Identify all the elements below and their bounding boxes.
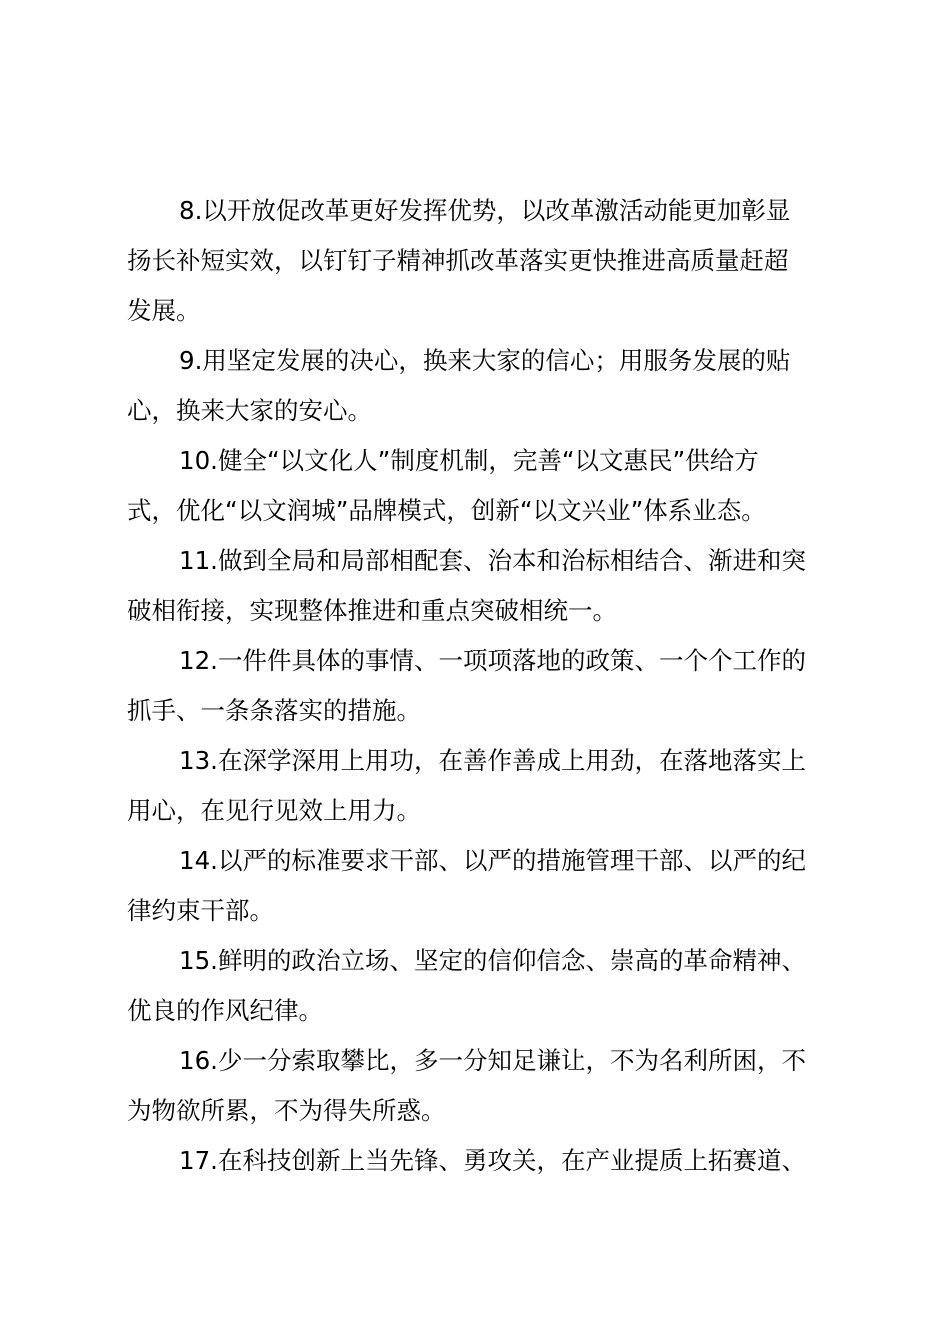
paragraph-15 (127, 936, 832, 1036)
paragraph-line: 抓手、一条条落实的措施。 (127, 696, 421, 725)
paragraph-line: 10.健全“以文化人”制度机制，完善“以文惠民”供给方 (179, 446, 759, 475)
paragraph-12 (127, 636, 832, 736)
paragraph-line: 16.少一分索取攀比，多一分知足谦让，不为名利所困，不 (179, 1046, 806, 1075)
paragraph-line: 9.用坚定发展的决心，换来大家的信心；用服务发展的贴 (179, 346, 791, 375)
paragraph-line: 律约束干部。 (127, 896, 274, 925)
paragraph-line: 15.鲜明的政治立场、坚定的信仰信念、崇高的革命精神、 (179, 946, 806, 975)
paragraph-17 (127, 1136, 832, 1186)
paragraph-16 (127, 1036, 832, 1136)
paragraph-line: 发展。 (127, 296, 201, 325)
document-body (127, 186, 832, 1186)
paragraph-line: 17.在科技创新上当先锋、勇攻关，在产业提质上拓赛道、 (179, 1146, 806, 1175)
paragraph-9 (127, 336, 832, 436)
paragraph-line: 14.以严的标准要求干部、以严的措施管理干部、以严的纪 (179, 846, 806, 875)
paragraph-line: 为物欲所累，不为得失所惑。 (127, 1096, 446, 1125)
paragraph-line: 心，换来大家的安心。 (127, 396, 372, 425)
paragraph-8 (127, 186, 832, 336)
paragraph-line: 扬长补短实效，以钉钉子精神抓改革落实更快推进高质量赶超 (127, 246, 789, 275)
paragraph-line: 13.在深学深用上用功，在善作善成上用劲，在落地落实上 (179, 746, 806, 775)
paragraph-14 (127, 836, 832, 936)
paragraph-line: 12.一件件具体的事情、一项项落地的政策、一个个工作的 (179, 646, 806, 675)
paragraph-line: 式，优化“以文润城”品牌模式，创新“以文兴业”体系业态。 (127, 496, 766, 525)
paragraph-line: 破相衔接，实现整体推进和重点突破相统一。 (127, 596, 617, 625)
paragraph-line: 11.做到全局和局部相配套、治本和治标相结合、渐进和突 (179, 546, 806, 575)
paragraph-line: 优良的作风纪律。 (127, 996, 323, 1025)
paragraph-11 (127, 536, 832, 636)
paragraph-line: 8.以开放促改革更好发挥优势，以改革激活动能更加彰显 (179, 196, 791, 225)
paragraph-13 (127, 736, 832, 836)
paragraph-10 (127, 436, 832, 536)
paragraph-line: 用心，在见行见效上用力。 (127, 796, 421, 825)
